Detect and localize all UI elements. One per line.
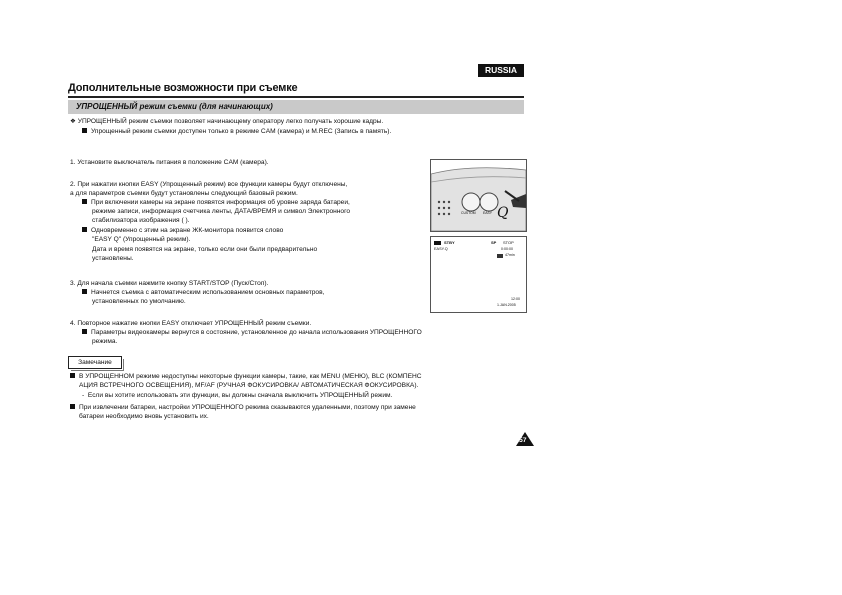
square-bullet-icon [82,128,87,133]
lcd-stop: STOP [503,240,514,245]
square-bullet-icon [70,404,75,409]
intro-line-2 [82,128,391,137]
intro-line-1 [70,118,383,127]
easy-q-label: Q [497,205,509,221]
square-bullet-icon [70,373,75,378]
step-2-bullet-2-line-2: "EASY Q" (Упрощенный режим). [92,236,191,243]
note-2 [70,404,416,413]
lcd-time: 12:00 [511,297,520,301]
battery-icon [434,241,441,245]
note-1-sub-text: Если вы хотите использовать эти функции, вы должны сначала выключить УПРОЩЕННЫЙ режим. [87,392,393,399]
step-2-bullet-2-line-3: Дата и время появятся на экране, только если они были предварительно [92,246,318,253]
step-4: 4. Повторное нажатие кнопки EASY отключает УПРОЩЕННЫЙ режим съемки. [70,320,312,327]
square-bullet-icon [82,329,87,334]
step-4-bullet [82,329,422,338]
lcd-easy: EASY.Q [434,247,448,251]
note-1-sub [82,392,392,401]
step-1: 1. Установите выключатель питания в положение CAM (камера). [70,159,269,166]
intro-text-2: Упрощенный режим съемки доступен только в режиме CAM (камера) и M.REC (Запись в память). [91,128,392,135]
custom-button-label: CUSTOM [461,211,476,215]
square-bullet-icon [82,227,87,232]
step-3-bullet-line-2: установленных по умолчанию. [92,298,186,305]
step-3-bullet [82,289,324,298]
title-divider [68,96,524,98]
step-2-bullet-1-line-2: режиме записи, информация счетчика ленты, ДАТА/ВРЕМЯ и символ Электронного [92,208,351,215]
square-bullet-icon [82,289,87,294]
camcorder-body-icon [431,160,526,231]
note-1-text: В УПРОЩЕННОМ режиме недоступны некоторые функции камеры, такие, как MENU (МЕНЮ), BLC (КОМПЕНС [79,373,422,380]
step-4-bullet-text: Параметры видеокамеры вернутся в состояние, установленное до начала использования УПРОЩЕННОГО [91,329,422,336]
step-2-bullet-1-text: При включении камеры на экране появятся информация об уровне заряда батареи, [91,199,350,206]
step-3-bullet-text: Начнется съемка с автоматическим использованием основных параметров, [91,289,325,296]
step-2-bullet-2 [82,227,283,236]
step-2-bullet-1 [82,199,350,208]
step-2-bullet-2-text: Одновременно с этим на экране ЖК-монитора появится слово [91,227,284,234]
lcd-illustration [430,236,527,313]
note-1-line-2: АЦИЯ ВСТРЕЧНОГО ОСВЕЩЕНИЯ), MF/AF (РУЧНАЯ ФОКУСИРОВКА/ АВТОМАТИЧЕСКАЯ ФОКУСИРОВКА). [79,382,419,389]
step-2-line-2: а для параметров съемки будут установлены следующий базовый режим. [70,190,298,197]
page-number [516,432,534,450]
dash-bullet: - [82,392,88,399]
lcd-date: 1.JAN.2005 [497,303,516,307]
note-1 [70,373,422,382]
intro-text-1: УПРОЩЕННЫЙ режим съемки позволяет начинающему оператору легко получать хорошие кадры. [77,118,384,125]
camera-illustration [430,159,527,232]
lcd-remain: 47min [505,253,515,257]
diamond-bullet-icon: ❖ [70,118,78,125]
language-badge: RUSSIA [478,64,524,77]
square-bullet-icon [82,199,87,204]
notes-label: Замечание [68,356,122,369]
note-2-text: При извлечении батареи, настройки УПРОЩЕННОГО режима сказываются удаленными, поэтому при замене [79,404,416,411]
lcd-mode: STBY [444,240,455,245]
easy-button-label: EASY [483,211,493,215]
section-title: УПРОЩЕННЫЙ режим съемки (для начинающих) [76,102,273,111]
step-2-bullet-2-line-4: установлены. [92,255,134,262]
step-2-bullet-1-line-3: стабилизатора изображения ( ). [92,217,190,224]
note-2-line-2: батареи необходимо вновь установить их. [79,413,209,420]
step-3: 3. Для начала съемки нажмите кнопку START/STOP (Пуск/Стоп). [70,280,269,287]
tape-icon [497,254,503,258]
page-number-text: 57 [519,437,527,444]
step-4-bullet-line-2: режима. [92,338,118,345]
step-2-line-1: 2. При нажатии кнопки EASY (Упрощенный режим) все функции камеры будут отключены, [70,181,348,188]
lcd-sp: SP [491,240,497,245]
page-title: Дополнительные возможности при съемке [68,82,298,94]
lcd-counter: 0:00:00 [501,247,513,251]
